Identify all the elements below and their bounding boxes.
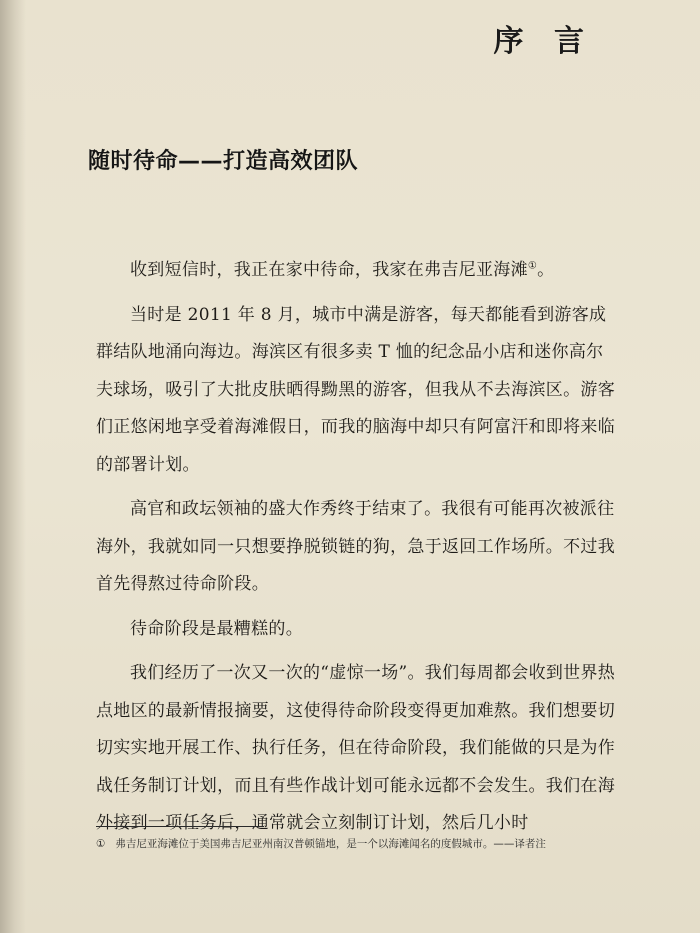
footnote-divider xyxy=(96,826,264,827)
section-heading: 随时待命——打造高效团队 xyxy=(88,149,359,174)
paragraph-2: 当时是 2011 年 8 月，城市中满是游客，每天都能看到游客成群结队地涌向海边。海滨区有很多卖 T 恤的纪念品小店和迷你高尔夫球场，吸引了大批皮肤晒得黝黑的游客，但我从不去海滨区。游客们正悠闲地享受着海滩假日，而我的脑海中却只有阿富汗和即将来临的部署计划。 xyxy=(96,304,615,475)
body-text xyxy=(96,252,616,850)
page-gutter-shadow xyxy=(0,0,26,933)
paragraph-4: 待命阶段是最糟糕的。 xyxy=(130,618,303,639)
paragraph-3: 高官和政坛领袖的盛大作秀终于结束了。我很有可能再次被派往海外，我就如同一只想要挣脱锁链的狗，急于返回工作场所。不过我首先得熬过待命阶段。 xyxy=(96,499,615,594)
footnote-reference[interactable]: ① xyxy=(527,260,538,272)
paragraph-1-tail: 。 xyxy=(537,260,555,280)
paragraph-5: 我们经历了一次又一次的“虚惊一场”。我们每周都会收到世界热点地区的最新情报摘要，这使得待命阶段变得更加难熬。我们想要切切实实地开展工作、执行任务，但在待命阶段，我们能做的只是为作战任务制订计划，而且有些作战计划可能永远都不会发生。我们在海外接到一项任务后，通常就会立刻制订计划，然后几小时 xyxy=(96,663,616,833)
chapter-title: 序 言 xyxy=(493,24,594,59)
paragraph-1-text: 收到短信时，我正在家中待命，我家在弗吉尼亚海滩 xyxy=(130,260,528,280)
paragraph-1 xyxy=(96,252,616,290)
footnote-text: 弗吉尼亚海滩位于美国弗吉尼亚州南汉普顿锚地，是一个以海滩闻名的度假城市。——译者注 xyxy=(115,838,546,850)
footnote xyxy=(96,836,636,851)
footnote-marker: ① xyxy=(96,838,106,850)
